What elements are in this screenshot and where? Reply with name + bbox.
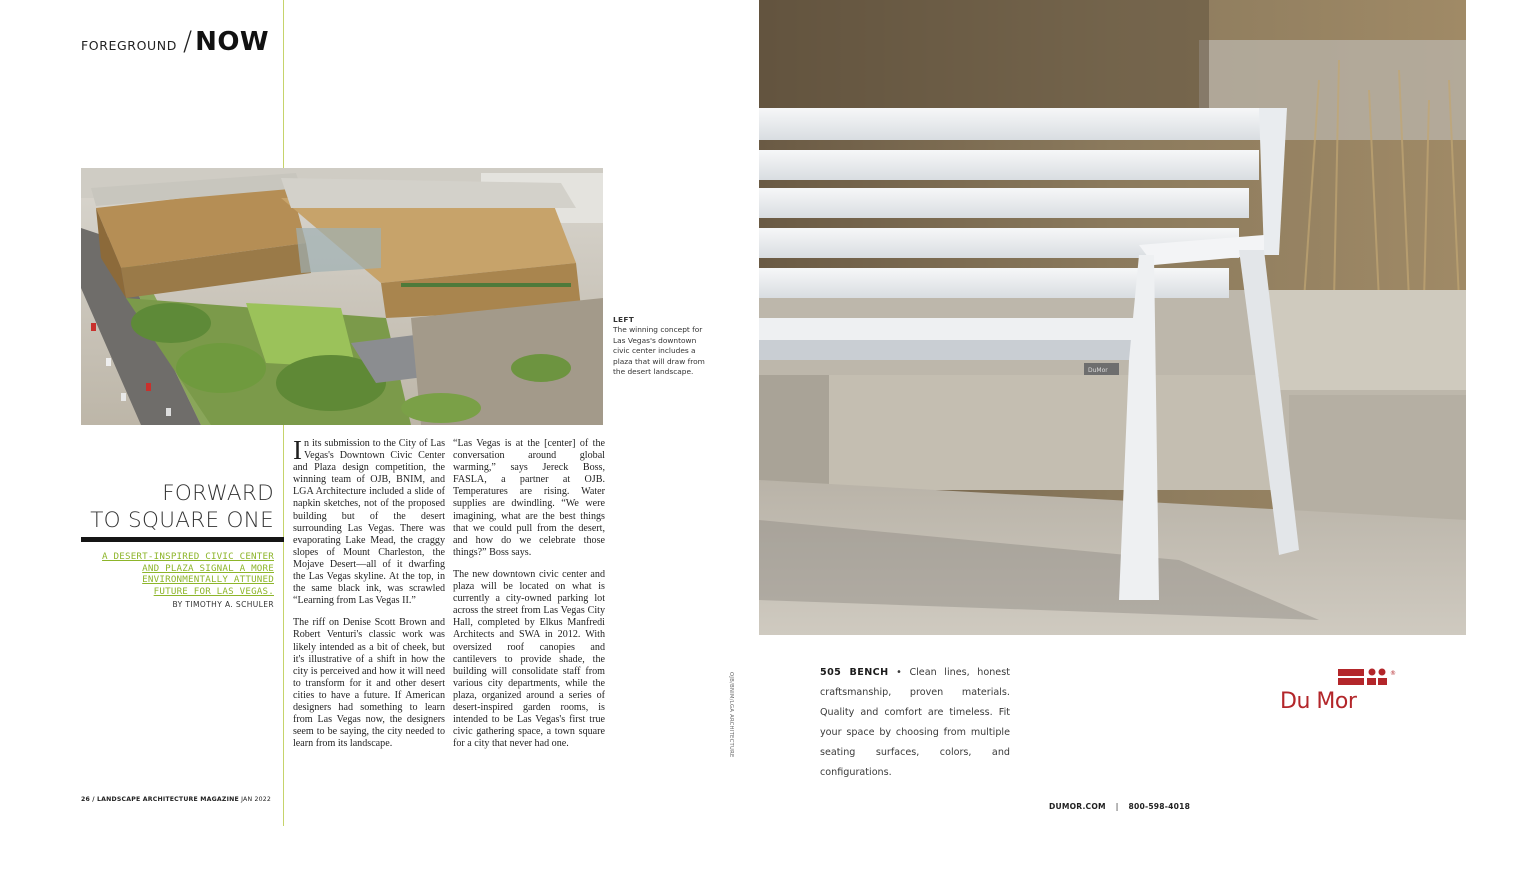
civic-center-rendering bbox=[81, 168, 603, 425]
article-paragraph: The riff on Denise Scott Brown and Robert Venturi's classic work was likely intended as a bit of cheek, but it's illustrative of a shift in how the city is perceived and how it will need to transform for it and other desert cities to have a future. If American designers had something to learn from Las Vegas now, the designers seem to be saying, the city needed to learn from its landscape. bbox=[293, 617, 445, 750]
caption-text: The winning concept for Las Vegas's downtown civic center includes a plaza that will draw from the desert landscape. bbox=[613, 325, 705, 377]
folio-issue: JAN 2022 bbox=[241, 796, 271, 803]
drop-cap: I bbox=[293, 435, 302, 465]
ad-copy bbox=[820, 663, 1010, 783]
section-title: NOW bbox=[195, 27, 270, 57]
photo-credit: OJB/BNIM/LGA ARCHITECTURE bbox=[728, 672, 734, 758]
folio bbox=[81, 796, 271, 803]
article-paragraph: The new downtown civic center and plaza will be located on what is currently a city-owned parking lot across the street from Las Vegas City Hall, completed by Elkus Manfredi Architects and SWA in 2012. With oversized roof canopies and cantilevers to provide shade, the building will consolidate staff from various city departments, while the plaza, organized around a series of desert-inspired garden rooms, is intended to be Las Vegas's first true civic gathering space, a town square for a city that never had one. bbox=[453, 568, 605, 750]
byline: BY TIMOTHY A. SCHULER bbox=[172, 600, 274, 609]
dumor-logo bbox=[1280, 668, 1400, 712]
folio-page: 26 bbox=[81, 796, 91, 803]
bench-badge: DuMor bbox=[1088, 367, 1108, 374]
headline-line-1: FORWARD bbox=[162, 481, 274, 506]
article-column-1 bbox=[293, 435, 445, 760]
caption-label: LEFT bbox=[613, 315, 635, 324]
article-column-2 bbox=[453, 438, 605, 760]
logo-registered: ® bbox=[1390, 670, 1396, 677]
section-label: FOREGROUND bbox=[81, 38, 177, 53]
section-header bbox=[81, 26, 269, 57]
bullet: • bbox=[896, 667, 902, 678]
footer-separator: | bbox=[1115, 802, 1119, 811]
website-link[interactable]: DUMOR.COM bbox=[1049, 802, 1106, 811]
image-caption bbox=[613, 315, 715, 377]
article-paragraph-text: n its submission to the City of Las Vegas's Downtown Civic Center and Plaza design competition, the winning team of OJB, BNIM, and LGA Architecture included a slide of napkin sketches, not of the proposed building but of the desert surrounding Las Vegas. There was evaporating Lake Mead, the craggy slopes of Mount Charleston, the Mojave Desert—all of it dwarfing the Las Vegas skyline. At the top, in the same black ink, was scrawled “Learning from Las Vegas II.” bbox=[293, 438, 445, 607]
article-paragraph bbox=[293, 435, 445, 607]
headline-rule bbox=[81, 537, 284, 542]
folio-magazine: / LANDSCAPE ARCHITECTURE MAGAZINE bbox=[92, 796, 239, 803]
dek-line-2: AND PLAZA SIGNAL A MORE bbox=[142, 562, 274, 574]
product-description: Clean lines, honest craftsmanship, proven materials. Quality and comfort are timeless. Fit your space by choosing from multiple seating surfaces, colors, and configurations. bbox=[820, 667, 1010, 778]
headline-line-2: TO SQUARE ONE bbox=[90, 508, 274, 533]
headline bbox=[90, 480, 274, 534]
dek-line-1: A DESERT-INSPIRED CIVIC CENTER bbox=[102, 551, 274, 562]
dek bbox=[96, 551, 274, 597]
ad-footer bbox=[1049, 802, 1190, 811]
bench-photo bbox=[759, 0, 1466, 635]
dek-line-3: ENVIRONMENTALLY ATTUNED bbox=[142, 574, 274, 586]
phone-number[interactable]: 800-598-4018 bbox=[1128, 802, 1191, 811]
logo-wordmark: Du Mor bbox=[1280, 689, 1357, 712]
product-name: 505 BENCH bbox=[820, 667, 889, 678]
dek-line-4: FUTURE FOR LAS VEGAS. bbox=[153, 585, 274, 597]
section-slash: / bbox=[182, 26, 193, 57]
article-paragraph: “Las Vegas is at the [center] of the conversation around global warming,” says Jereck Boss, FASLA, a partner at OJB. Temperatures are rising. Water supplies are dwindling. “We were imagining, what are the best things that we could pull from the desert, and how do we celebrate those things?” Boss says. bbox=[453, 438, 605, 558]
